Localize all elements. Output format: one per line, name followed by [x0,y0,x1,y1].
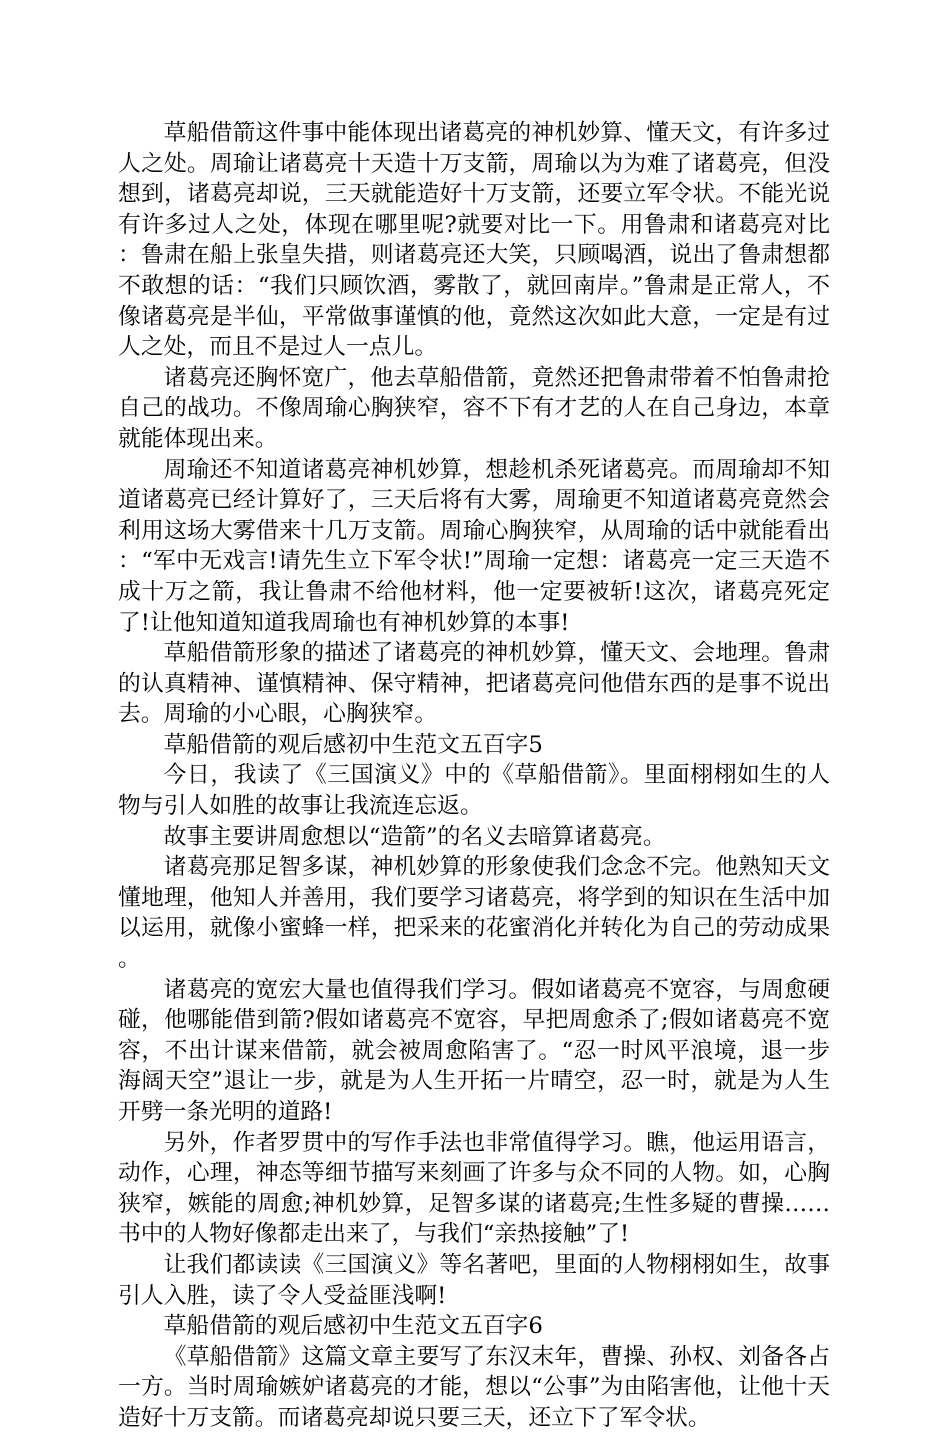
paragraph: 诸葛亮那足智多谋，神机妙算的形象使我们念念不完。他熟知天文懂地理，他知人并善用，我们要学习诸葛亮，将学到的知识在生活中加以运用，就像小蜜蜂一样，把采来的花蜜消化并转化为自己的劳动成果。 [118,854,830,973]
document-body [118,118,830,1434]
section-heading: 草船借箭的观后感初中生范文五百字6 [163,1313,543,1340]
paragraph: 周瑜还不知道诸葛亮神机妙算，想趁机杀死诸葛亮。而周瑜却不知道诸葛亮已经计算好了，三天后将有大雾，周瑜更不知道诸葛亮竟然会利用这场大雾借来十几万支箭。周瑜心胸狭窄，从周瑜的话中就能看出：“军中无戏言!请先生立下军令状!”周瑜一定想：诸葛亮一定三天造不成十万之箭，我让鲁肃不给他材料，他一定要被斩!这次，诸葛亮死定了!让他知道知道我周瑜也有神机妙算的本事! [118,456,830,636]
section-heading: 草船借箭的观后感初中生范文五百字5 [163,731,543,758]
paragraph: 《草船借箭》这篇文章主要写了东汉末年，曹操、孙权、刘备各占一方。当时周瑜嫉妒诸葛亮的才能，想以“公事”为由陷害他，让他十天造好十万支箭。而诸葛亮却说只要三天，还立下了军令状。 [118,1343,830,1431]
paragraph: 故事主要讲周愈想以“造箭”的名义去暗算诸葛亮。 [163,823,666,850]
paragraph: 草船借箭形象的描述了诸葛亮的神机妙算，懂天文、会地理。鲁肃的认真精神、谨慎精神、保守精神，把诸葛亮问他借东西的是事不说出去。周瑜的小心眼，心胸狭窄。 [118,640,830,728]
paragraph: 草船借箭这件事中能体现出诸葛亮的神机妙算、懂天文，有许多过人之处。周瑜让诸葛亮十天造十万支箭，周瑜以为为难了诸葛亮，但没想到，诸葛亮却说，三天就能造好十万支箭，还要立军令状。不能光说有许多过人之处，体现在哪里呢?就要对比一下。用鲁肃和诸葛亮对比：鲁肃在船上张皇失措，则诸葛亮还大笑，只顾喝酒，说出了鲁肃想都不敢想的话：“我们只顾饮酒，雾散了，就回南岸。”鲁肃是正常人，不像诸葛亮是半仙，平常做事谨慎的他，竟然这次如此大意，一定是有过人之处，而且不是过人一点儿。 [118,120,830,361]
paragraph: 诸葛亮还胸怀宽广，他去草船借箭，竟然还把鲁肃带着不怕鲁肃抢自己的战功。不像周瑜心胸狭窄，容不下有才艺的人在自己身边，本章就能体现出来。 [118,364,830,452]
paragraph: 今日，我读了《三国演义》中的《草船借箭》。里面栩栩如生的人物与引人如胜的故事让我流连忘返。 [118,762,830,820]
paragraph: 诸葛亮的宽宏大量也值得我们学习。假如诸葛亮不宽容，与周愈硬碰，他哪能借到箭?假如诸葛亮不宽容，早把周愈杀了;假如诸葛亮不宽容，不出计谋来借箭，就会被周愈陷害了。“忍一时风平浪境，退一步海阔天空”退让一步，就是为人生开拓一片晴空，忍一时，就是为人生开劈一条光明的道路! [118,976,830,1125]
paragraph: 另外，作者罗贯中的写作手法也非常值得学习。瞧，他运用语言，动作，心理，神态等细节描写来刻画了许多与众不同的人物。如，心胸狭窄，嫉能的周愈;神机妙算，足智多谋的诸葛亮;生性多疑的曹操……书中的人物好像都走出来了，与我们“亲热接触”了! [118,1129,830,1248]
paragraph: 让我们都读读《三国演义》等名著吧，里面的人物栩栩如生，故事引人入胜，读了令人受益匪浅啊! [118,1251,830,1309]
